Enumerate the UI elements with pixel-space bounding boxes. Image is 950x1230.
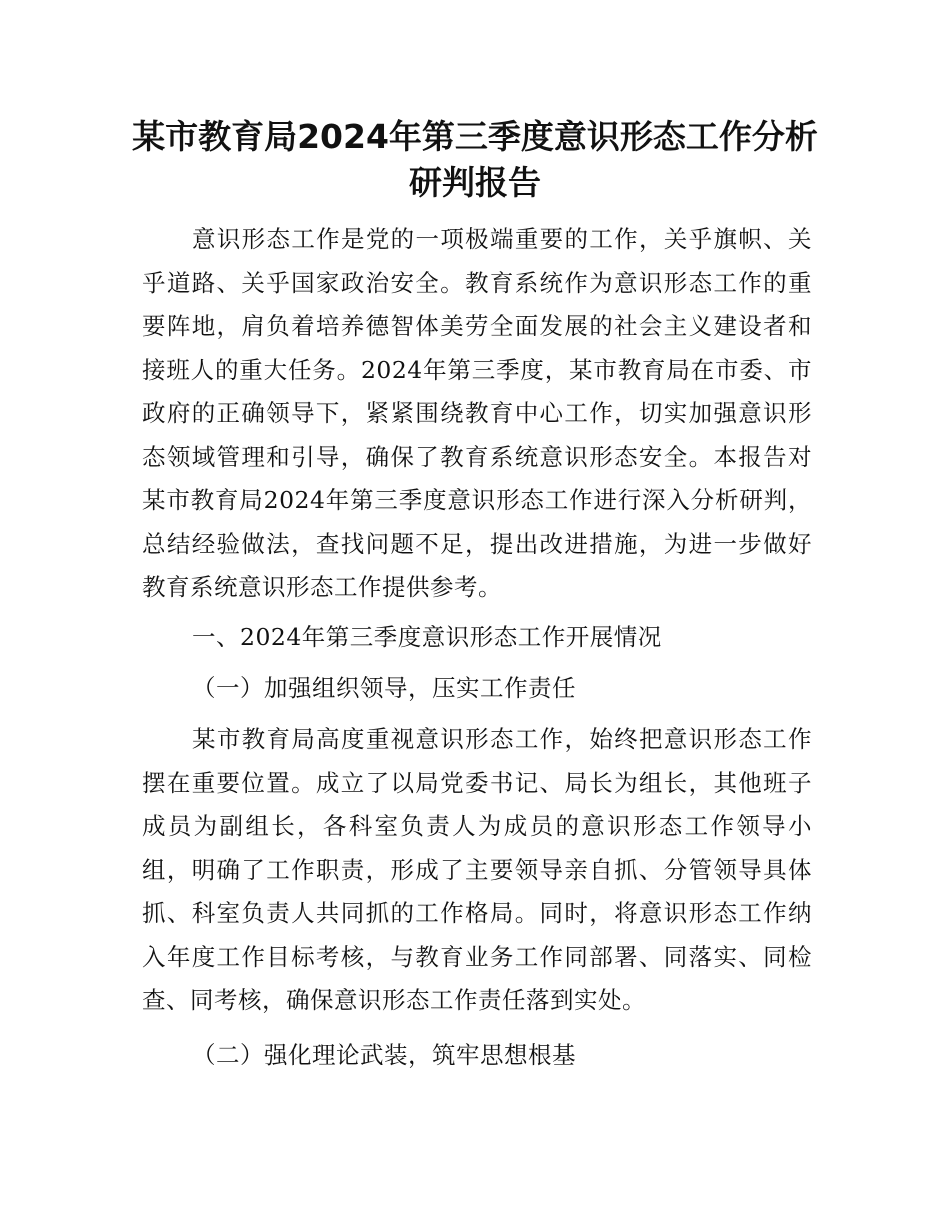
subsection-1-heading: （一）加强组织领导，压实工作责任 bbox=[192, 674, 576, 702]
document-title-line-2: 研判报告 bbox=[409, 163, 541, 202]
document-title-line-1: 某市教育局2024年第三季度意识形态工作分析 bbox=[132, 117, 818, 156]
subsection-2-heading: （二）强化理论武装，筑牢思想根基 bbox=[192, 1041, 576, 1069]
section-1-heading: 一、2024年第三季度意识形态工作开展情况 bbox=[192, 623, 662, 651]
subsection-1-paragraph: 某市教育局高度重视意识形态工作，始终把意识形态工作摆在重要位置。成立了以局党委书记、局长为组长，其他班子成员为副组长，各科室负责人为成员的意识形态工作领导小组，明确了工作职责，形成了主要领导亲自抓、分管领导具体抓、科室负责人共同抓的工作格局。同时，将意识形态工作纳入年度工作目标考核，与教育业务工作同部署、同落实、同检查、同考核，确保意识形态工作责任落到实处。 bbox=[142, 725, 812, 1014]
intro-paragraph: 意识形态工作是党的一项极端重要的工作，关乎旗帜、关乎道路、关乎国家政治安全。教育系统作为意识形态工作的重要阵地，肩负着培养德智体美劳全面发展的社会主义建设者和接班人的重大任务。2024年第三季度，某市教育局在市委、市政府的正确领导下，紧紧围绕教育中心工作，切实加强意识形态领域管理和引导，确保了教育系统意识形态安全。本报告对某市教育局2024年第三季度意识形态工作进行深入分析研判，总结经验做法，查找问题不足，提出改进措施，为进一步做好教育系统意识形态工作提供参考。 bbox=[142, 225, 812, 601]
